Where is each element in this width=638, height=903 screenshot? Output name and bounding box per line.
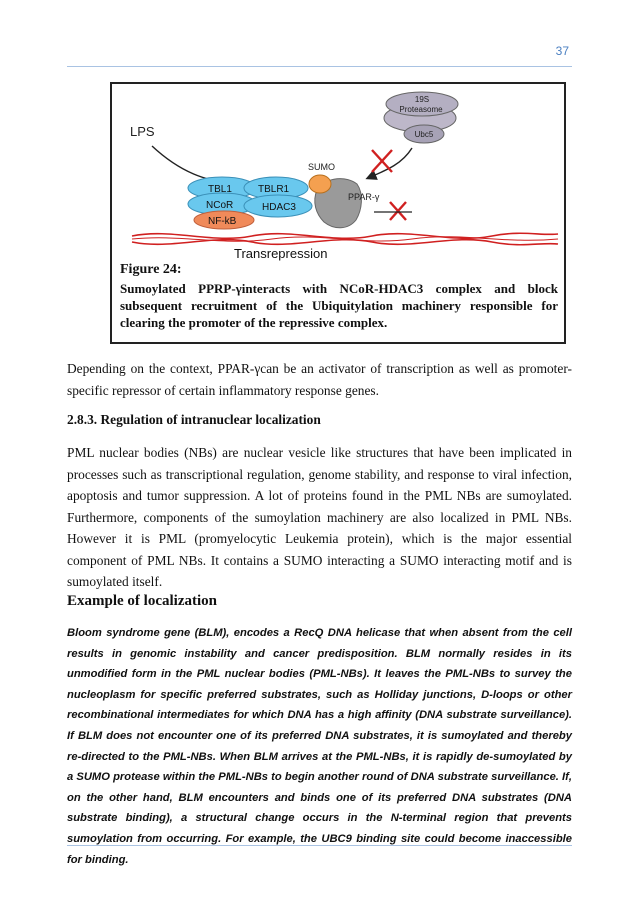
section-heading: 2.8.3. Regulation of intranuclear localization (67, 412, 321, 427)
tbl1-label: TBL1 (208, 184, 232, 195)
transrepression-label: Transrepression (234, 246, 328, 261)
header-rule (67, 66, 572, 67)
tblr1-label: TBLR1 (258, 184, 290, 195)
dna-strands (132, 233, 558, 244)
paragraph-ppar-context: Depending on the context, PPAR-γcan be an activator of transcription as well as promoter-specific repressor of certain inflammatory response genes. (67, 361, 572, 398)
proteasome-label-2: Proteasome (399, 105, 443, 114)
figure-label: Figure 24: (120, 262, 182, 277)
nfkb-label: NF-kB (208, 216, 237, 227)
ncor-label: NCoR (206, 200, 234, 211)
hdac3-label: HDAC3 (262, 202, 296, 213)
paragraph-pml-nbs: PML nuclear bodies (NBs) are nuclear vesicle like structures that have been implicated in processes such as transcriptional regulation, genome stability, and response to viral infection, apoptosis and tumor suppression. A lot of proteins found in the PML NBs are sumoylated. Furthermore, components of the sumoylation machinery are also localized in PML NBs. However it is PML (promyelocytic Leukemia protein), which is the major essential component of PML NBs. It contains a SUMO interacting a SUMO interacting motif and is sumoylated itself. (67, 445, 572, 589)
block-x-icon-lower (390, 202, 406, 220)
example-heading: Example of localization (67, 593, 217, 609)
figure-caption-text: Sumoylated PPRP-γinteracts with NCoR-HDAC3 complex and block subsequent recruitment of the Ubiquitylation machinery responsible for clearing the promoter of the repressive complex. (120, 281, 558, 330)
proteasome-label-1: 19S (414, 95, 430, 104)
footer-rule (67, 845, 572, 846)
block-x-icon-upper (372, 150, 392, 172)
sumo-ball-icon (309, 175, 331, 193)
figure-24 (110, 82, 566, 344)
paragraph-blm-example: Bloom syndrome gene (BLM), encodes a RecQ DNA helicase that when absent from the cell results in genomic instability and cancer predisposition. BLM normally resides in its unmodified form in the PML nuclear bodies (PML-NBs). It leaves the PML-NBs to survey the nucleoplasm for specific preferred substrates, such as Holliday junctions, D-loops or other recombinational intermediates for which DNA has a high affinity (DNA substrate surveillance). If BLM does not encounter one of its preferred DNA substrates, it is sumoylated and thereby re-directed to the PML-NBs. When BLM arrives at the PML-NBs, it is rapidly de-sumoylated by a SUMO protease within the PML-NBs to begin another round of DNA substrate surveillance. If, on the other hand, BLM encounters and binds one of its preferred DNA substrates (DNA substrate binding), a structural change occurs in the N-terminal region that prevents sumoylation from occurring. For example, the UBC9 binding site could become inaccessible for binding. (67, 627, 572, 866)
transrepression-diagram (112, 84, 564, 264)
lps-label: LPS (130, 124, 155, 139)
page-number: 37 (555, 44, 569, 58)
sumo-label: SUMO (308, 162, 335, 172)
ppar-gamma-label: PPAR-γ (348, 192, 380, 202)
proteasome-icon (384, 92, 458, 143)
ubc5-label: Ubc5 (414, 130, 434, 139)
figure-caption (120, 262, 558, 331)
